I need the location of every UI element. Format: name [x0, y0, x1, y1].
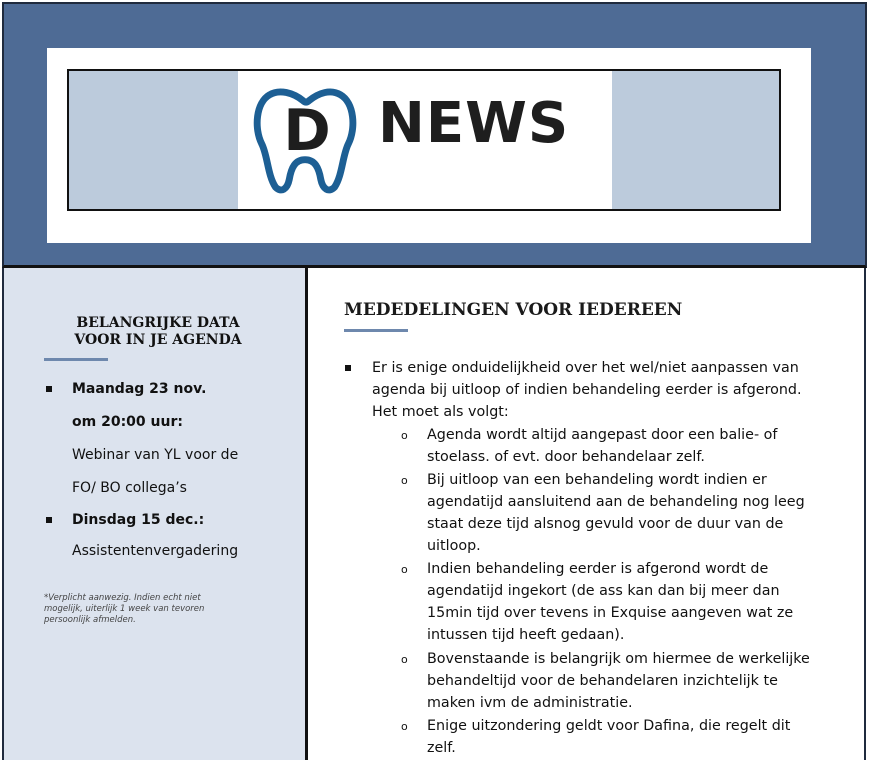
agenda-sidebar — [2, 268, 305, 760]
agenda-description: FO/ BO collega’s — [72, 480, 187, 496]
section-title: MEDEDELINGEN VOOR IEDEREEN — [344, 300, 683, 320]
agenda-time: om 20:00 uur: — [72, 414, 183, 430]
sidebar-accent-rule — [44, 358, 108, 361]
agenda-description: Assistentenvergadering — [72, 543, 239, 559]
agenda-date: Dinsdag 15 dec.: — [72, 512, 205, 528]
sidebar-note: *Verplicht aanwezig. Indien echt niet mogelijk, uiterlijk 1 week van tevoren persoonlijk afmelden. — [44, 593, 205, 625]
subitem-text: Indien behandeling eerder is afgerond wordt de — [427, 561, 769, 577]
circle-bullet-icon: o — [401, 474, 408, 487]
logo-frame — [67, 69, 781, 211]
agenda-date: Maandag 23 nov. — [72, 381, 207, 397]
sidebar-title: BELANGRIJKE DATA VOOR IN JE AGENDA — [74, 315, 242, 348]
subitem-text: agendatijd ingekort (de ass kan dan bij meer dan — [427, 583, 780, 599]
logo — [238, 71, 612, 209]
logo-letter: D — [283, 97, 331, 164]
subitem-text: Enige uitzondering geldt voor Dafina, die regelt dit — [427, 718, 791, 734]
subitem-text: maken ivm de administratie. — [427, 695, 633, 711]
subitem-text: 15min tijd over tevens in Exquise aangeven wat ze — [427, 605, 794, 621]
subitem-text: agendatijd aansluitend aan de behandeling nog leeg — [427, 494, 805, 510]
subitem-text: zelf. — [427, 740, 456, 756]
circle-bullet-icon: o — [401, 720, 408, 733]
circle-bullet-icon: o — [401, 429, 408, 442]
subitem-text: behandeltijd voor de behandelaren inzichtelijk te — [427, 673, 778, 689]
announcement-text: agenda bij uitloop of indien behandeling eerder is afgerond. — [372, 382, 802, 398]
announcements-section — [308, 268, 866, 760]
logo-text: NEWS — [378, 91, 570, 156]
bullet-icon — [345, 365, 351, 371]
subitem-text: Agenda wordt altijd aangepast door een balie- of — [427, 427, 778, 443]
subitem-text: intussen tijd heeft gedaan). — [427, 627, 625, 643]
subitem-text: staat deze tijd alsnog gevuld voor de duur van de — [427, 516, 784, 532]
circle-bullet-icon: o — [401, 653, 408, 666]
bullet-icon — [46, 386, 52, 392]
subitem-text: Bovenstaande is belangrijk om hiermee de werkelijke — [427, 651, 810, 667]
subitem-text: Bij uitloop van een behandeling wordt indien er — [427, 472, 767, 488]
subitem-text: stoelass. of evt. door behandelaar zelf. — [427, 449, 705, 465]
announcement-text: Het moet als volgt: — [372, 404, 509, 420]
announcement-text: Er is enige onduidelijkheid over het wel/niet aanpassen van — [372, 360, 799, 376]
agenda-description: Webinar van YL voor de — [72, 447, 239, 463]
title-accent-rule — [344, 329, 408, 332]
tooth-icon — [248, 81, 366, 199]
bullet-icon — [46, 517, 52, 523]
circle-bullet-icon: o — [401, 563, 408, 576]
subitem-text: uitloop. — [427, 538, 481, 554]
